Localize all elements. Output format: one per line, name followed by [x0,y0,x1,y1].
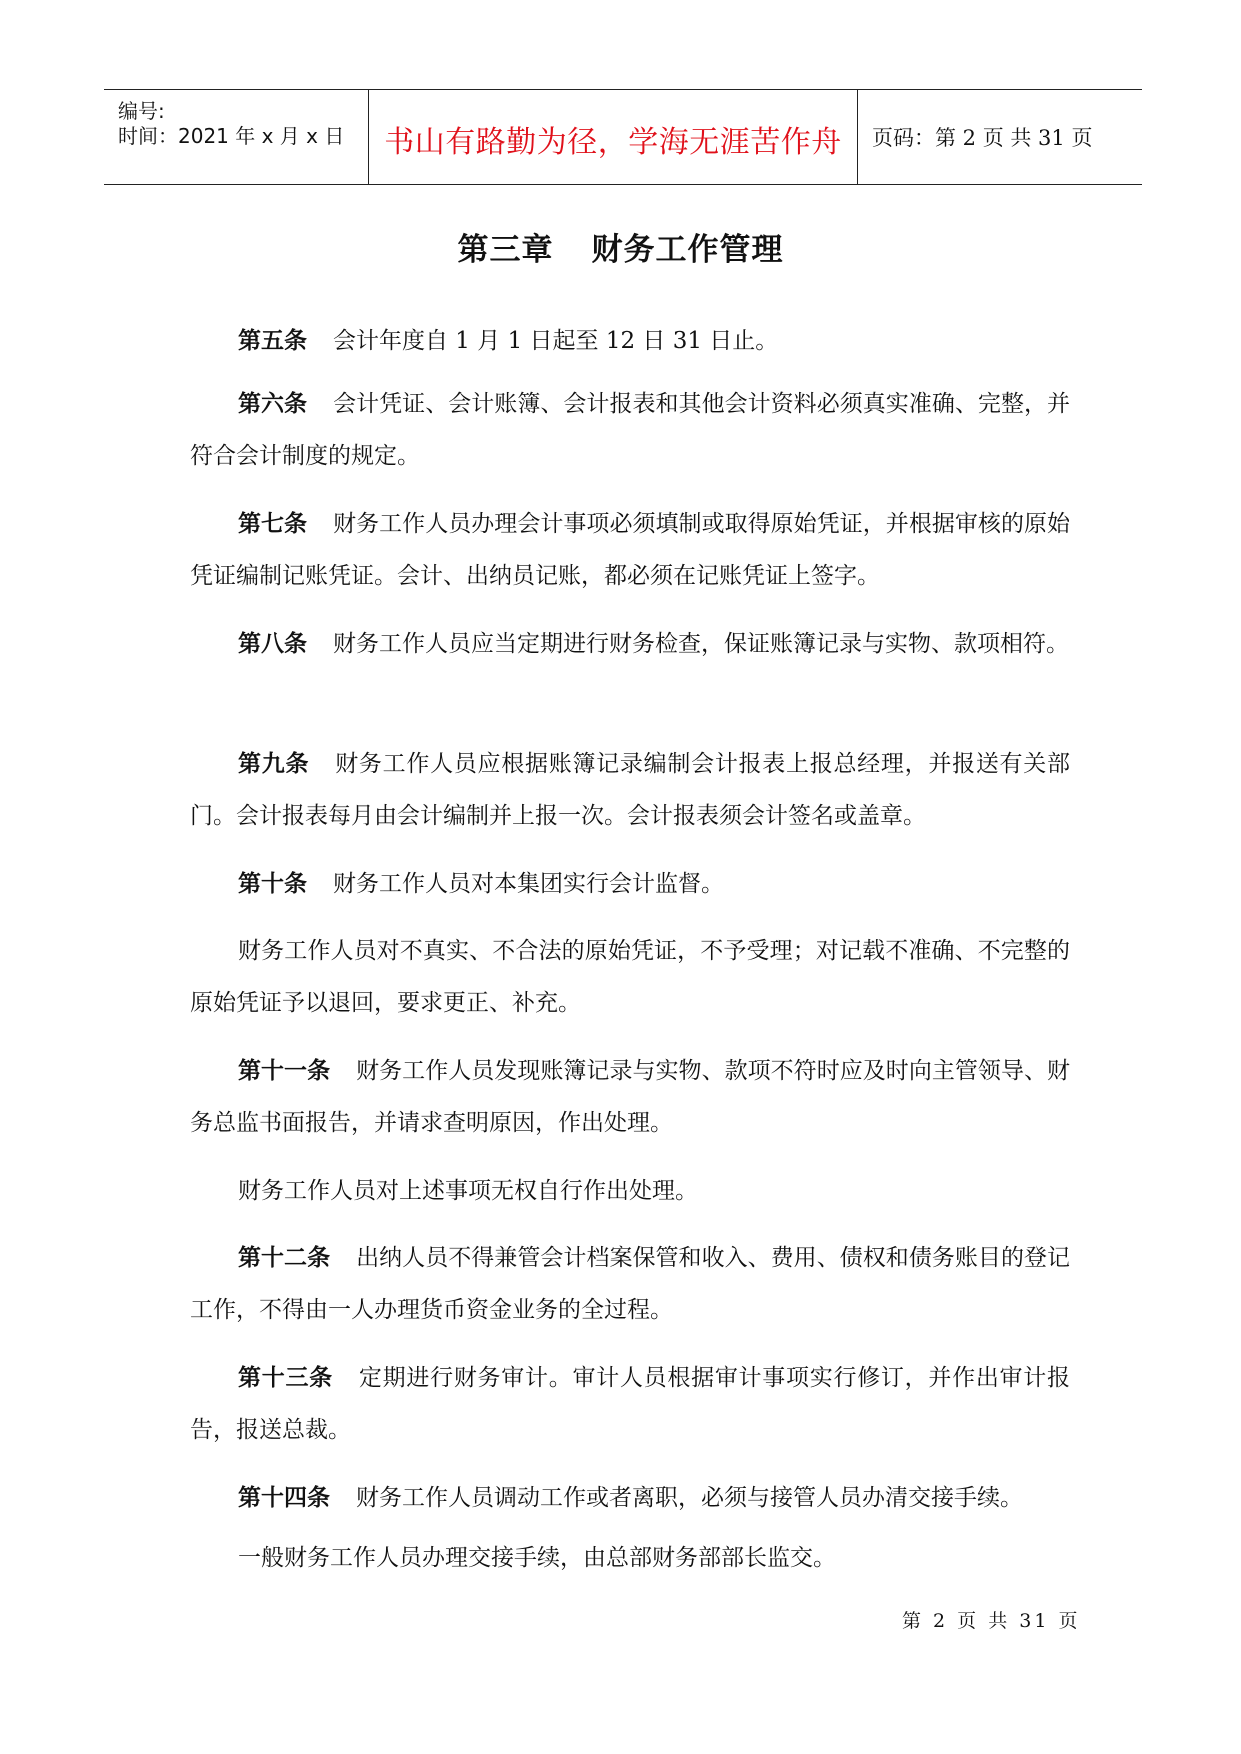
paragraph-text: 一般财务工作人员办理交接手续，由总部财务部部长监交。 [238,1545,836,1571]
chapter-number: 第三章 [457,232,554,268]
article-text: 定期进行财务审计。审计人员根据审计事项实行修订，并作出审计报告，报送总裁。 [190,1365,1071,1443]
date-label: 时间：2021 年 x 月 x 日 [118,124,345,148]
article-number: 第九条 [238,751,310,777]
plain-paragraph [190,1532,1070,1584]
article-number: 第十一条 [238,1058,331,1084]
article-number: 第八条 [238,631,307,657]
header-motto: 书山有路勤为径，学海无涯苦作舟 [384,125,842,160]
article-number: 第十条 [238,871,307,897]
article-text: 财务工作人员发现账簿记录与实物、款项不符时应及时向主管领导、财务总监书面报告，并请求查明原因，作出处理。 [190,1058,1071,1136]
article-number: 第六条 [238,391,308,417]
article-paragraph [190,1232,1070,1336]
article-paragraph [190,315,1070,367]
header-center-cell [368,90,858,184]
plain-paragraph [190,925,1070,1029]
chapter-name: 财务工作管理 [591,232,784,268]
article-number: 第七条 [238,511,308,537]
article-paragraph [190,1472,1070,1524]
paragraph-text: 财务工作人员对上述事项无权自行作出处理。 [238,1178,698,1204]
article-text: 会计年度自 1 月 1 日起至 12 日 31 日止。 [333,328,779,354]
article-paragraph [190,1045,1070,1149]
article-paragraph [190,1352,1070,1456]
article-text: 财务工作人员应当定期进行财务检查，保证账簿记录与实物、款项相符。 [333,631,1069,657]
paragraph-text: 财务工作人员对不真实、不合法的原始凭证，不予受理；对记载不准确、不完整的原始凭证予以退回，要求更正、补充。 [190,938,1070,1016]
article-number: 第十四条 [238,1485,330,1511]
article-text: 财务工作人员办理会计事项必须填制或取得原始凭证，并根据审核的原始凭证编制记账凭证。会计、出纳员记账，都必须在记账凭证上签字。 [190,511,1071,589]
page-code: 页码：第 2 页 共 31 页 [872,126,1093,150]
page-footer: 第 2 页 共 31 页 [902,1610,1081,1632]
chapter-title [0,224,1241,269]
article-number: 第十二条 [238,1245,331,1271]
article-paragraph [190,738,1070,842]
article-paragraph [190,498,1070,602]
header-right-cell [858,90,1142,184]
plain-paragraph [190,1165,1070,1217]
article-number: 第五条 [238,328,307,354]
article-paragraph [190,378,1070,482]
page-header [104,89,1142,185]
article-number: 第十三条 [238,1365,333,1391]
article-text: 会计凭证、会计账簿、会计报表和其他会计资料必须真实准确、完整，并符合会计制度的规定。 [190,391,1071,469]
article-text: 财务工作人员调动工作或者离职，必须与接管人员办清交接手续。 [356,1485,1023,1511]
article-text: 财务工作人员应根据账簿记录编制会计报表上报总经理，并报送有关部门。会计报表每月由会计编制并上报一次。会计报表须会计签名或盖章。 [190,751,1071,829]
article-text: 出纳人员不得兼管会计档案保管和收入、费用、债权和债务账目的登记工作，不得由一人办理货币资金业务的全过程。 [190,1245,1071,1323]
article-paragraph [190,618,1070,670]
serial-label: 编号: [118,99,165,123]
article-text: 财务工作人员对本集团实行会计监督。 [333,871,724,897]
header-left-cell [104,90,368,184]
article-paragraph [190,858,1070,910]
